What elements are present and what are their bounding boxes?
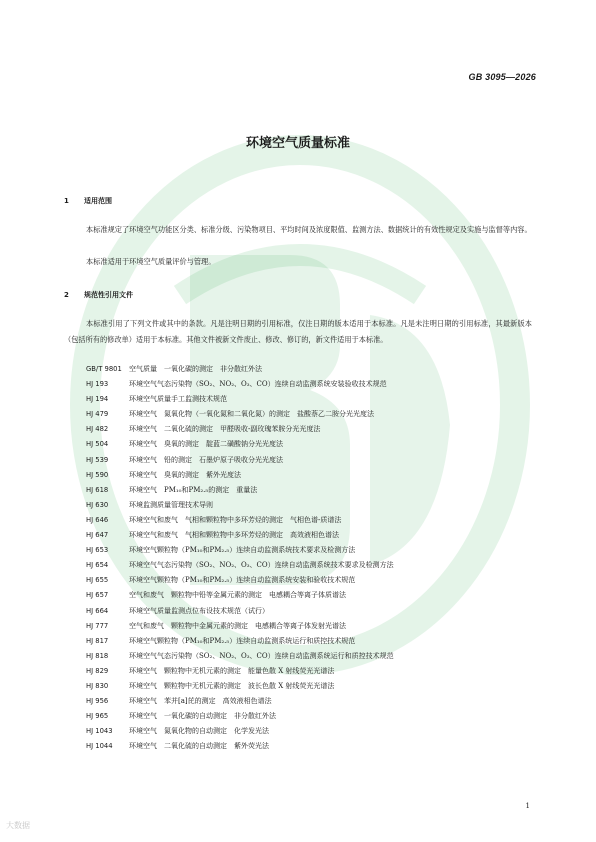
reference-item xyxy=(86,709,536,724)
section-2-heading xyxy=(64,290,133,300)
reference-item xyxy=(86,724,536,739)
reference-code: HJ 646 xyxy=(86,515,109,524)
reference-item xyxy=(86,513,536,528)
reference-title: 环境空气 氮氧化物的自动测定 化学发光法 xyxy=(129,727,269,736)
reference-title: 环境空气 颗粒物中无机元素的测定 波长色散 X 射线荧光光谱法 xyxy=(129,681,335,690)
reference-title: 环境空气 铅的测定 石墨炉原子吸收分光光度法 xyxy=(129,455,283,464)
document-code: GB 3095—2026 xyxy=(468,72,536,82)
reference-item xyxy=(86,437,536,452)
reference-item xyxy=(86,392,536,407)
reference-code: HJ 630 xyxy=(86,500,109,509)
reference-code: HJ 956 xyxy=(86,697,109,706)
reference-item xyxy=(86,498,536,513)
reference-title: 环境空气颗粒物（PM₁₀和PM₂.₅）连续自动监测系统运行和质控技术规范 xyxy=(129,636,356,645)
reference-code: HJ 1043 xyxy=(86,727,113,736)
section-2-title: 规范性引用文件 xyxy=(84,291,133,299)
section-2-paragraph-1: 本标准引用了下列文件或其中的条款。凡是注明日期的引用标准，仅注日期的版本适用于本标准。凡是未注明日期的引用标准，其最新版本（包括所有的修改单）适用于本标准。其他文件被新文件废止、修改、修订的，新文件适用于本标准。 xyxy=(64,319,532,344)
reference-item xyxy=(86,634,536,649)
reference-title: 环境空气颗粒物（PM₁₀和PM₂.₅）连续自动监测系统技术要求及检测方法 xyxy=(129,546,356,555)
reference-title: 环境空气颗粒物（PM₁₀和PM₂.₅）连续自动监测系统安装和验收技术规范 xyxy=(129,576,356,585)
reference-title: 环境空气气态污染物（SO₂、NO₂、O₃、CO）连续自动监测系统运行和质控技术规范 xyxy=(129,651,394,660)
section-1-paragraph-2: 本标准适用于环境空气质量评价与管理。 xyxy=(86,257,216,266)
reference-item xyxy=(86,422,536,437)
reference-code: HJ 657 xyxy=(86,591,109,600)
reference-code: HJ 654 xyxy=(86,561,109,570)
reference-title: 空气质量 一氧化碳的测定 非分散红外法 xyxy=(129,365,262,373)
reference-title: 环境监测质量管理技术导则 xyxy=(129,500,213,509)
reference-code: HJ 647 xyxy=(86,531,109,540)
reference-title: 空气和废气 颗粒物中金属元素的测定 电感耦合等离子体发射光谱法 xyxy=(129,621,346,630)
reference-title: 环境空气 一氧化碳的自动测定 非分散红外法 xyxy=(129,712,276,721)
reference-item xyxy=(86,362,536,377)
reference-item xyxy=(86,739,536,754)
section-1-paragraph-1: 本标准规定了环境空气功能区分类、标准分级、污染物项目、平均时间及浓度限值、监测方法、数据统计的有效性规定及实施与监督等内容。 xyxy=(86,225,532,234)
reference-title: 环境空气气态污染物（SO₂、NO₂、O₃、CO）连续自动监测系统安装验收技术规范 xyxy=(129,380,387,389)
reference-code: GB/T 9801 xyxy=(86,365,122,373)
reference-code: HJ 829 xyxy=(86,666,109,675)
reference-code: HJ 479 xyxy=(86,410,109,419)
reference-code: HJ 965 xyxy=(86,712,109,721)
reference-item xyxy=(86,588,536,603)
reference-code: HJ 504 xyxy=(86,440,109,449)
footer-logo: 大数据 xyxy=(6,821,30,830)
reference-code: HJ 1044 xyxy=(86,742,113,751)
reference-code: HJ 618 xyxy=(86,485,109,494)
reference-code: HJ 777 xyxy=(86,621,109,630)
reference-item xyxy=(86,679,536,694)
reference-item xyxy=(86,558,536,573)
reference-code: HJ 817 xyxy=(86,636,109,645)
reference-code: HJ 664 xyxy=(86,606,109,615)
reference-code: HJ 818 xyxy=(86,651,109,660)
reference-code: HJ 482 xyxy=(86,425,109,434)
reference-item xyxy=(86,377,536,392)
reference-item xyxy=(86,649,536,664)
section-2-number: 2 xyxy=(64,291,69,299)
reference-list xyxy=(86,362,536,754)
reference-code: HJ 590 xyxy=(86,470,109,479)
reference-code: HJ 653 xyxy=(86,546,109,555)
reference-item xyxy=(86,604,536,619)
section-1-number: 1 xyxy=(64,197,69,205)
reference-title: 环境空气质量手工监测技术规范 xyxy=(129,395,227,404)
reference-item xyxy=(86,664,536,679)
reference-item xyxy=(86,694,536,709)
reference-item xyxy=(86,468,536,483)
reference-item xyxy=(86,453,536,468)
reference-title: 环境空气 氮氧化物（一氧化氮和二氧化氮）的测定 盐酸萘乙二胺分光光度法 xyxy=(129,410,374,419)
section-1-title: 适用范围 xyxy=(84,197,112,205)
reference-title: 环境空气气态污染物（SO₂、NO₂、O₃、CO）连续自动监测系统技术要求及检测方法 xyxy=(129,561,394,570)
reference-item xyxy=(86,528,536,543)
reference-title: 环境空气 臭氧的测定 靛蓝二磺酸钠分光光度法 xyxy=(129,440,283,449)
reference-item xyxy=(86,619,536,634)
reference-title: 环境空气和废气 气相和颗粒物中多环芳烃的测定 气相色谱-质谱法 xyxy=(129,515,342,524)
reference-title: 环境空气 PM₁₀和PM₂.₅的测定 重量法 xyxy=(129,485,258,494)
reference-title: 环境空气 二氧化硫的测定 甲醛吸收-副玫瑰苯胺分光光度法 xyxy=(129,425,321,434)
reference-item xyxy=(86,483,536,498)
reference-title: 环境空气质量监测点位布设技术规范（试行） xyxy=(129,606,269,615)
reference-code: HJ 830 xyxy=(86,681,109,690)
reference-title: 环境空气 颗粒物中无机元素的测定 能量色散 X 射线荧光光谱法 xyxy=(129,666,335,675)
section-1-heading xyxy=(64,196,112,206)
document-title: 环境空气质量标准 xyxy=(245,136,350,151)
reference-title: 环境空气 苯并[a]芘的测定 高效液相色谱法 xyxy=(129,697,272,706)
reference-title: 环境空气和废气 气相和颗粒物中多环芳烃的测定 高效液相色谱法 xyxy=(129,531,339,540)
reference-item xyxy=(86,407,536,422)
reference-code: HJ 539 xyxy=(86,455,109,464)
reference-item xyxy=(86,573,536,588)
reference-code: HJ 194 xyxy=(86,395,109,404)
page-number: 1 xyxy=(525,802,530,810)
reference-item xyxy=(86,543,536,558)
reference-title: 环境空气 臭氧的测定 紫外光度法 xyxy=(129,470,241,479)
reference-title: 环境空气 二氧化硫的自动测定 紫外荧光法 xyxy=(129,742,269,751)
reference-code: HJ 193 xyxy=(86,380,109,389)
reference-code: HJ 655 xyxy=(86,576,109,585)
reference-title: 空气和废气 颗粒物中铅等金属元素的测定 电感耦合等离子体质谱法 xyxy=(129,591,346,600)
